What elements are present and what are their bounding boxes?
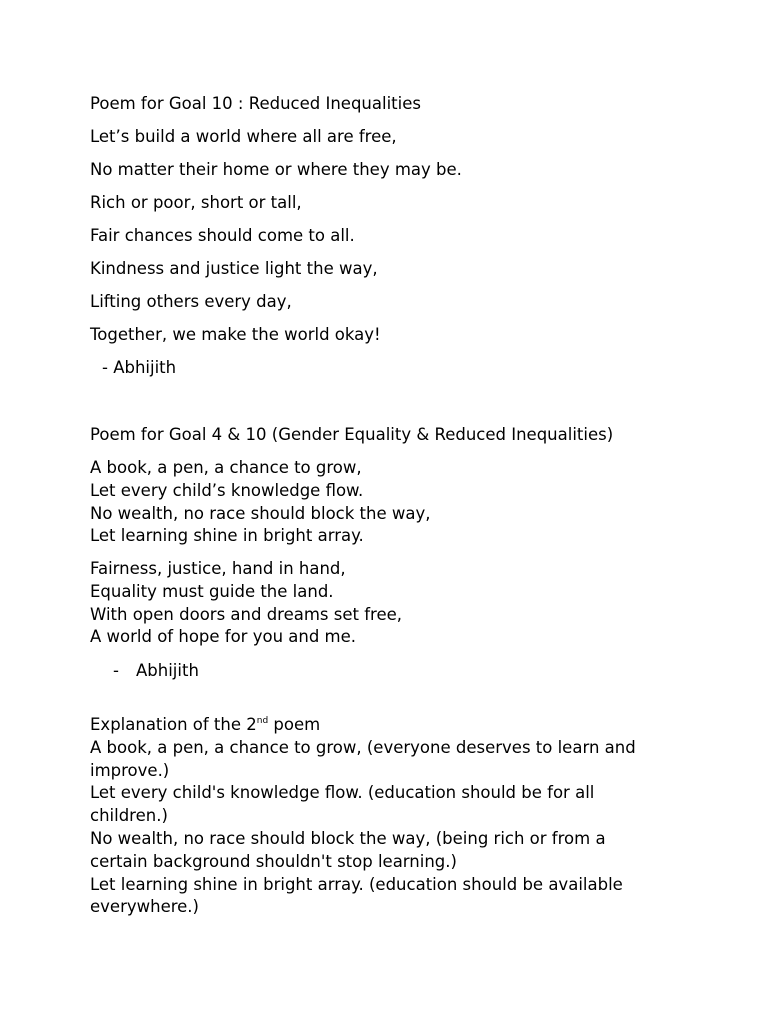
poem1-author: - Abhijith (102, 358, 177, 377)
poem2-line: A book, a pen, a chance to grow, (90, 458, 362, 477)
explanation-line: everywhere.) (90, 897, 199, 917)
poem2-line: Fairness, justice, hand in hand, (90, 559, 346, 578)
poem2-stanza-1 (90, 457, 690, 548)
poem1-title: Poem for Goal 10 : Reduced Inequalities (90, 94, 421, 113)
poem2-line: No wealth, no race should block the way, (90, 503, 431, 523)
explanation-line: children.) (90, 806, 168, 826)
poem2-line: Let learning shine in bright array. (90, 526, 364, 546)
explanation-heading (90, 714, 690, 737)
poem2-line: Let every child’s knowledge flow. (90, 480, 364, 500)
poem2-title: Poem for Goal 4 & 10 (Gender Equality & Reduced Inequalities) (90, 425, 614, 444)
explanation-line: A book, a pen, a chance to grow, (everyone deserves to learn and (90, 737, 636, 757)
explanation-line: No wealth, no race should block the way, (being rich or from a (90, 828, 606, 848)
explanation-line: certain background shouldn't stop learning.) (90, 851, 457, 871)
explanation-heading-ordinal: nd (256, 716, 269, 726)
poem1-line: Fair chances should come to all. (90, 226, 355, 245)
poem2-line: Equality must guide the land. (90, 581, 334, 601)
explanation-line: Let learning shine in bright array. (education should be available (90, 874, 623, 894)
explanation-line: improve.) (90, 760, 170, 780)
poem1-line: Kindness and justice light the way, (90, 259, 378, 278)
poem1-line: Together, we make the world okay! (90, 325, 381, 344)
poem2-author-dash: - (113, 661, 119, 680)
poem2-line: A world of hope for you and me. (90, 627, 357, 647)
poem2-stanza-2 (90, 558, 690, 649)
poem1-line: No matter their home or where they may be. (90, 160, 462, 179)
poem2-line: With open doors and dreams set free, (90, 604, 403, 624)
poem1-line: Rich or poor, short or tall, (90, 193, 302, 212)
explanation-line: Let every child's knowledge flow. (education should be for all (90, 783, 595, 803)
poem1-line: Let’s build a world where all are free, (90, 127, 397, 146)
explanation-section (90, 714, 690, 919)
explanation-heading-suffix: poem (268, 715, 321, 734)
poem1-line: Lifting others every day, (90, 292, 292, 311)
explanation-heading-prefix: Explanation of the 2 (90, 715, 257, 734)
poem2-author: Abhijith (136, 661, 199, 680)
